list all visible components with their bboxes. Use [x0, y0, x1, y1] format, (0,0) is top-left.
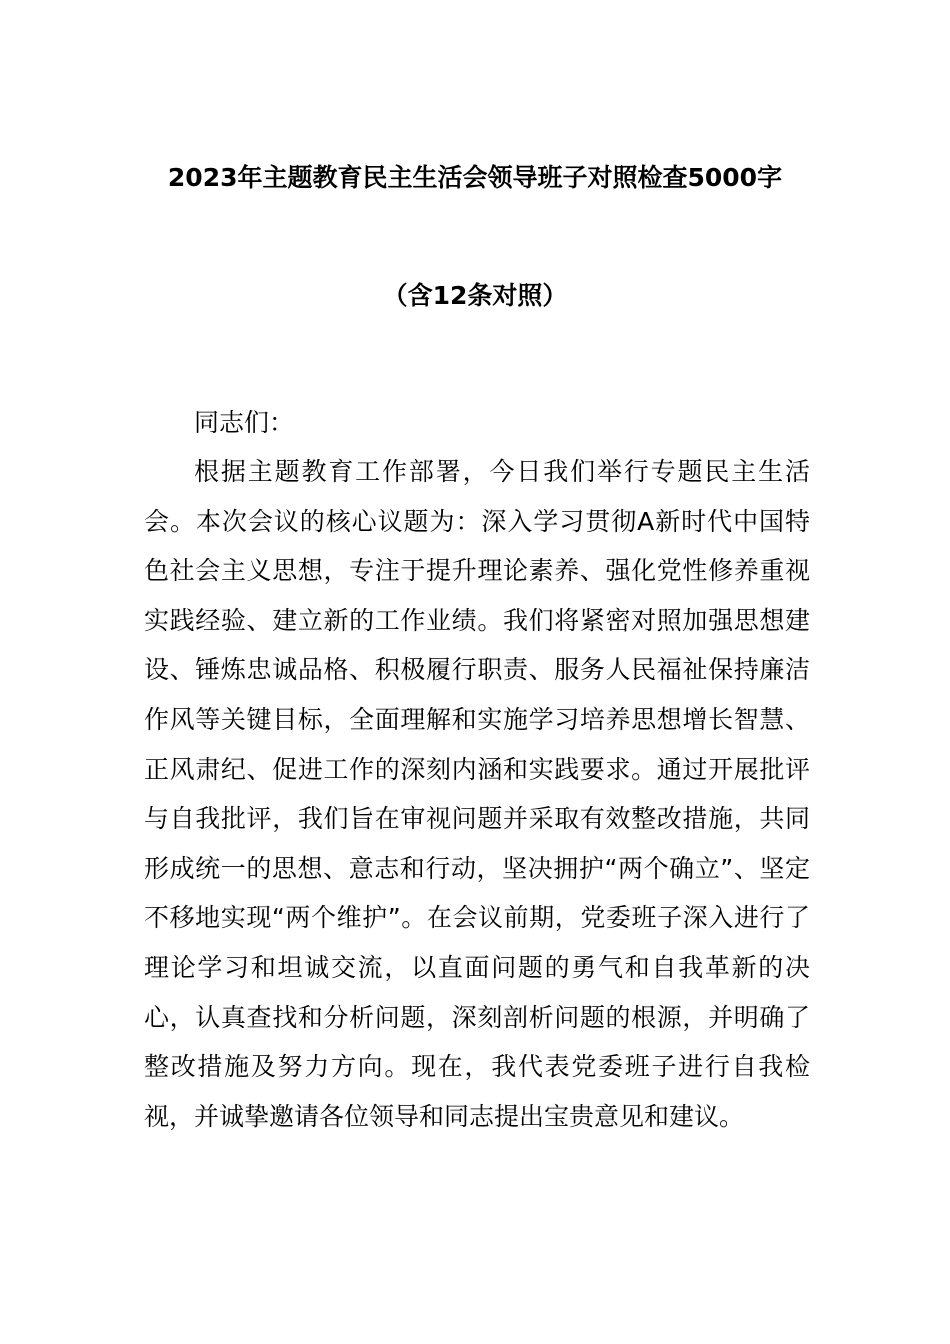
body-paragraph: 根据主题教育工作部署，今日我们举行专题民主生活会。本次会议的核心议题为：深入学习贯彻A新时代中国特色社会主义思想，专注于提升理论素养、强化党性修养重视实践经验、建立新的工作业绩。我们将紧密对照加强思想建设、锤炼忠诚品格、积极履行职责、服务人民福祉保持廉洁作风等关键目标，全面理解和实施学习培养思想增长智慧、正风肃纪、促进工作的深刻内涵和实践要求。通过开展批评与自我批评，我们旨在审视问题并采取有效整改措施，共同形成统一的思想、意志和行动，坚决拥护“两个确立”、坚定不移地实现“两个维护”。在会议前期，党委班子深入进行了理论学习和坦诚交流，以直面问题的勇气和自我革新的决心，认真查找和分析问题，深刻剖析问题的根源，并明确了整改措施及努力方向。现在，我代表党委班子进行自我检视，并诚挚邀请各位领导和同志提出宝贵意见和建议。 — [144, 457, 810, 1131]
document-subtitle: （含12条对照） — [382, 281, 568, 310]
salutation: 同志们： — [194, 408, 295, 437]
document-title: 2023年主题教育民主生活会领导班子对照检查5000字 — [167, 163, 783, 192]
